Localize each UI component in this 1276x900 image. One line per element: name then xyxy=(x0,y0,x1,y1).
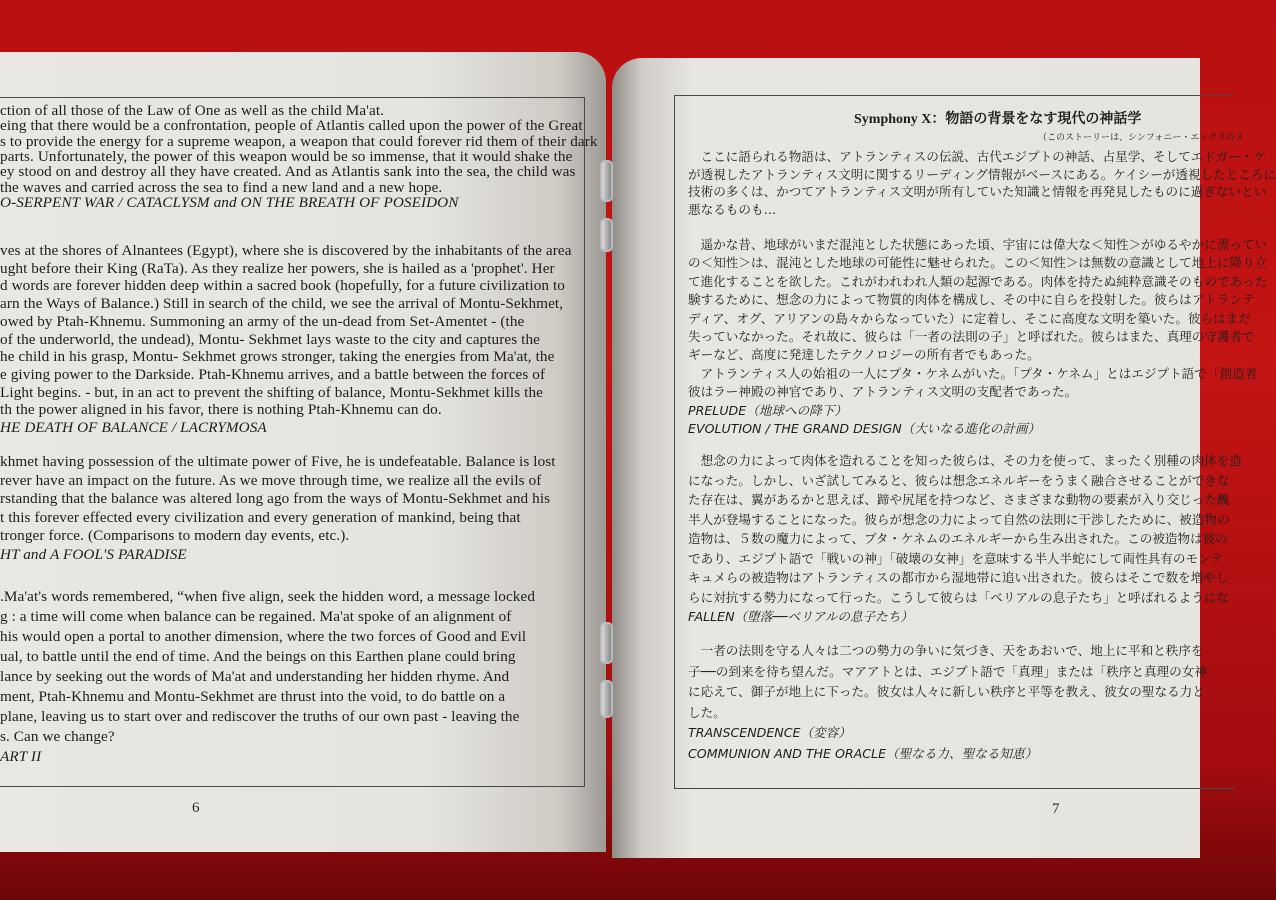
text-line: owed by Ptah-Khnemu. Summoning an army of the un-dead from Set-Amentet - (the xyxy=(0,312,525,330)
text-line: 一者の法則を守る人々は二つの勢力の争いに気づき、天をあおいで、地上に平和と秩序を xyxy=(688,643,1204,658)
text-line: ual, to battle until the end of time. And the beings on this Earthen plane could bring xyxy=(0,648,516,665)
section-heading: TRANSCENDENCE（変容） xyxy=(688,725,851,740)
text-line: ment, Ptah-Khnemu and Montu-Sekhmet are thrust into the void, to do battle on a xyxy=(0,688,506,705)
page-title: Symphony X：物語の背景をなす現代の神話学 xyxy=(854,112,1142,127)
staple xyxy=(600,218,613,252)
text-line: ves at the shores of Alnantees (Egypt), where she is discovered by the inhabitants of the area xyxy=(0,242,572,259)
text-line: plane, leaving us to start over and rediscover the truths of our own past - leaving the xyxy=(0,708,520,725)
text-line: アトランティス人の始祖の一人にプタ・ケネムがいた。「プタ・ケネム」とはエジプト語で「創造者 xyxy=(688,365,1258,381)
text-line: 造物は、５数の魔力によって、プタ・ケネムのエネルギーから生み出された。この被造物は彼の xyxy=(688,531,1228,546)
text-line: した。 xyxy=(688,704,726,720)
section-heading: EVOLUTION / THE GRAND DESIGN（大いなる進化の計画） xyxy=(688,421,1041,436)
text-line: rstanding that the balance was altered long ago from the ways of Montu-Sekhmet and his xyxy=(0,490,551,508)
text-line: eing that there would be a confrontation, people of Atlantis called upon the power of the Great xyxy=(0,117,583,135)
text-line: ey stood on and destroy all they have created. And as Atlantis sank into the sea, the child was xyxy=(0,163,576,181)
text-line: the waves and carried across the sea to find a new land and a new hope. xyxy=(0,178,443,196)
text-line: ction of all those of the Law of One as well as the child Ma'at. xyxy=(0,102,385,119)
text-line: lance by seeking out the words of Ma'at and understanding her hidden rhyme. And xyxy=(0,668,510,685)
text-line: であり、エジプト語で「戦いの神」「破壊の女神」を意味する半人半蛇にして両性具有のモンテ xyxy=(688,550,1224,566)
staple xyxy=(600,680,613,718)
text-line: に応えて、御子が地上に下った。彼女は人々に新しい秩序と平等を教え、彼女の聖なる力と xyxy=(688,684,1205,699)
text-line: 験するために、想念の力によって物質的肉体を構成し、その中に自らを投射した。彼らはアトランテ xyxy=(688,292,1255,308)
text-line: of the underworld, the undead), Montu- Sekhmet lays waste to the city and captures the xyxy=(0,330,541,348)
text-line: th the power aligned in his favor, there is nothing Ptah-Khnemu can do. xyxy=(0,401,442,419)
text-line: らに対抗する勢力になって行った。こうして彼らは「ベリアルの息子たち」と呼ばれるようにな xyxy=(688,589,1230,605)
text-line: khmet having possession of the ultimate power of Five, he is undefeatable. Balance is lost xyxy=(0,453,556,470)
text-line: た存在は、翼があるかと思えば、蹄や尻尾を持つなど、さまざまな動物の要素が入り交じった醜 xyxy=(688,492,1230,507)
text-line: rever have an impact on the future. As we move through time, we realize all the evils of xyxy=(0,471,542,489)
text-line: 子──の到来を待ち望んだ。マアアトとは、エジプト語で「真理」または「秩序と真理の女神 xyxy=(688,663,1207,679)
section-heading: HT and A FOOL'S PARADISE xyxy=(0,546,187,563)
text-line: 半人が登場することになった。彼らが想念の力によって自然の法則に干渉したために、被造物の xyxy=(688,511,1230,527)
section-heading: O-SERPENT WAR / CATACLYSM and ON THE BREATH OF POSEIDON xyxy=(0,193,459,211)
text-line: tronger force. (Comparisons to modern day events, etc.). xyxy=(0,527,350,545)
text-line: ギーなど、高度に発達したテクノロジーの所有者でもあった。 xyxy=(688,347,1040,363)
section-heading: ART II xyxy=(0,748,42,765)
text-line: parts. Unfortunately, the power of this weapon would be so immense, that it would shake the xyxy=(0,147,573,165)
text-line: ught before their King (RaTa). As they realize her powers, she is hailed as a 'prophet'. Her xyxy=(0,259,555,277)
page-number-right: 7 xyxy=(1052,801,1060,817)
section-heading: FALLEN（堕落──ベリアルの息子たち） xyxy=(688,609,913,624)
text-line: s to provide the energy for a supreme weapon, a weapon that could forever rid them of their dark xyxy=(0,132,598,150)
text-line: ここに語られる物語は、アトランティスの伝説、古代エジプトの神話、占星学、そしてエドガー・ケ xyxy=(688,149,1266,164)
text-line: his would open a portal to another dimension, where the two forces of Good and Evil xyxy=(0,628,527,645)
right-page xyxy=(612,58,1276,858)
text-line: g : a time will come when balance can be regained. Ma'at spoke of an alignment of xyxy=(0,608,512,625)
text-line: s. Can we change? xyxy=(0,728,115,745)
text-line: 遥かな昔、地球がいまだ混沌とした状態にあった頃、宇宙には偉大な＜知性＞がゆるやかに漂ってい xyxy=(688,237,1268,252)
text-line: の＜知性＞は、混沌とした地球の可能性に魅せられた。この＜知性＞は無数の意識として地上に降り立 xyxy=(688,255,1268,271)
text-line: Light begins. - but, in an act to prevent the shifting of balance, Montu-Sekhmet kills the xyxy=(0,383,543,401)
text-line: e giving power to the Darkside. Ptah-Khnemu arrives, and a battle between the forces of xyxy=(0,365,546,383)
text-line: て進化することを欲した。これがわれわれ人類の起源である。肉体を持たぬ純粋意識そのものであった xyxy=(688,273,1268,289)
text-line: arn the Ways of Balance.) Still in search of the child, we see the arrival of Montu-Sekhmet, xyxy=(0,295,564,313)
text-line: d words are forever hidden deep within a sacred book (hopefully, for a future civilization to xyxy=(0,277,565,295)
text-line: になった。しかし、いざ試してみると、彼らは想念エネルギーをうまく融合させることができな xyxy=(688,472,1230,488)
staple xyxy=(600,622,613,664)
text-line: 技術の多くは、かつてアトランティス文明が所有していた知識と情報を再発見したものに過ぎないとい xyxy=(688,184,1267,199)
left-page xyxy=(0,52,606,852)
page-number-left: 6 xyxy=(192,800,200,816)
section-heading: PRELUDE（地球への降下） xyxy=(688,402,847,418)
text-line: が透視したアトランティス文明に関するリーディング情報がベースにある。ケイシーが透視したところに xyxy=(688,166,1276,182)
text-line: 悪なるものも… xyxy=(688,201,777,217)
text-line: t this forever effected every civilization and every generation of mankind, being that xyxy=(0,508,521,526)
text-line: キュメらの被造物はアトランティスの都市から湿地帯に追い出された。彼らはそこで数を増やし xyxy=(688,570,1229,585)
text-line: .Ma'at's words remembered, “when five align, seek the hidden word, a message locked xyxy=(0,588,536,605)
text-line: 彼はラー神殿の神官であり、アトランティス文明の支配者であった。 xyxy=(688,384,1078,400)
staple xyxy=(600,160,613,202)
text-line: he child in his grasp, Montu- Sekhmet grows stronger, taking the energies from Ma'at, the xyxy=(0,348,555,366)
text-line: 想念の力によって肉体を造れることを知った彼らは、その力を使って、まったく別種の肉体を造 xyxy=(688,453,1242,468)
text-line: 失っていなかった。それ故に、彼らは「一者の法則の子」と呼ばれた。彼らはまた、真理の守護者で xyxy=(688,329,1255,344)
section-heading: HE DEATH OF BALANCE / LACRYMOSA xyxy=(0,419,267,436)
section-heading: COMMUNION AND THE ORACLE（聖なる力、聖なる知恵） xyxy=(688,745,1038,761)
text-line: ディア、オグ、アリアンの島々からなっていた）に定着し、そこに高度な文明を築いた。彼らはまだ xyxy=(688,310,1251,326)
page-subtitle: （このストーリーは、シンフォニー・エックスのメ xyxy=(1038,133,1245,143)
